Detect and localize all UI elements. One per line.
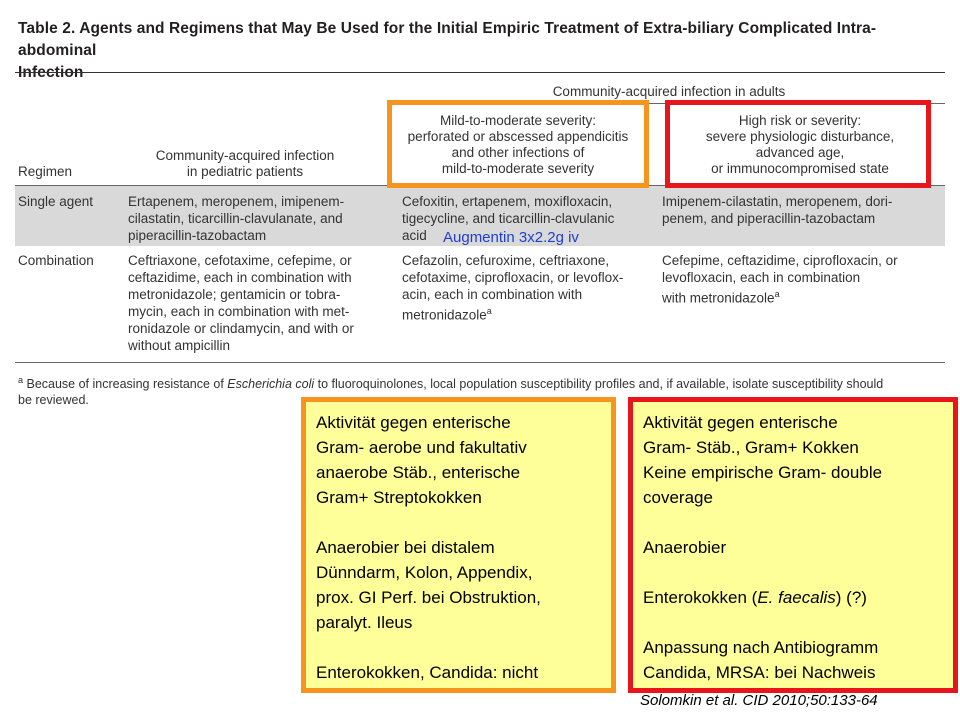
paragraph-gap xyxy=(316,635,601,660)
cell-line: Ceftriaxone, cefotaxime, cefepime, or xyxy=(128,253,352,268)
paragraph-gap xyxy=(643,510,943,535)
cell-line: Cefoxitin, ertapenem, moxifloxacin, xyxy=(402,194,613,209)
box-line: prox. GI Perf. bei Obstruktion, xyxy=(316,588,541,607)
box-text: Enterokokken ( xyxy=(643,588,758,607)
col-header-pediatric-line: Community-acquired infection xyxy=(155,148,335,163)
footnote-marker: a xyxy=(18,375,24,385)
paragraph-gap xyxy=(643,610,943,635)
cell-line: ceftazidime, each in combination with xyxy=(128,270,352,285)
augmentin-annotation: Augmentin 3x2.2g iv xyxy=(443,229,579,246)
table-title-line2: Infection xyxy=(18,64,84,81)
footnote-marker: a xyxy=(774,289,780,299)
cell-single-high xyxy=(662,193,942,227)
table-title xyxy=(18,18,948,84)
col-header-pediatric-line: in pediatric patients xyxy=(186,164,304,179)
cell-line: piperacillin-tazobactam xyxy=(128,228,267,243)
cell-line: ronidazole or clindamycin, and with or xyxy=(128,321,354,336)
mild-severity-highlight-frame xyxy=(387,100,649,188)
cell-combination-high xyxy=(662,252,947,307)
box-line: Anaerobier bei distalem xyxy=(316,538,495,557)
box-line: Keine empirische Gram- double xyxy=(643,463,883,482)
cell-line: mycin, each in combination with met- xyxy=(128,304,350,319)
box-line: Aktivität gegen enterische xyxy=(316,413,511,432)
cell-line xyxy=(662,286,947,307)
right-activity-box xyxy=(628,397,958,693)
paragraph-gap xyxy=(316,510,601,535)
group-header: Community-acquired infection in adults xyxy=(552,84,786,99)
col-header-high-line: or immunocompromised state xyxy=(711,161,889,176)
left-activity-box xyxy=(301,397,616,693)
citation: Solomkin et al. CID 2010;50:133-64 xyxy=(640,692,878,709)
box-line: Candida, MRSA: bei Nachweis xyxy=(643,663,876,682)
cell-line: acin, each in combination with xyxy=(402,287,583,302)
box-line: Anpassung nach Antibiogramm xyxy=(643,638,879,657)
cell-combination-pediatric xyxy=(128,252,393,354)
cell-line-text: with metronidazole xyxy=(662,290,775,306)
box-line: Aktivität gegen enterische xyxy=(643,413,838,432)
col-header-mild-line: mild-to-moderate severity xyxy=(441,161,595,176)
col-header-mild-line: Mild-to-moderate severity: xyxy=(439,113,597,128)
cell-line: without ampicillin xyxy=(128,338,231,353)
cell-line: tigecycline, and ticarcillin-clavulanic xyxy=(402,211,615,226)
box-line: Anaerobier xyxy=(643,538,727,557)
cell-line xyxy=(402,303,652,324)
box-line: anaerobe Stäb., enterische xyxy=(316,463,521,482)
col-header-high-line: advanced age, xyxy=(755,145,845,160)
col-header-mild-line: perforated or abscessed appendicitis xyxy=(407,129,629,144)
cell-line-text: metronidazole xyxy=(402,307,487,323)
cell-line: Imipenem-cilastatin, meropenem, dori- xyxy=(662,194,893,209)
paragraph-gap xyxy=(643,560,943,585)
table-title-line1: Table 2. Agents and Regimens that May Be Used for the Initial Empiric Treatment of Extra-biliary Complicated Intra-abdominal xyxy=(18,20,877,59)
box-line: Enterokokken, Candida: nicht xyxy=(316,663,539,682)
cell-line: levofloxacin, each in combination xyxy=(662,270,861,285)
row-label-combination: Combination xyxy=(18,253,94,268)
cell-combination-mild xyxy=(402,252,652,324)
col-header-high-line: severe physiologic disturbance, xyxy=(705,129,895,144)
cell-line: penem, and piperacillin-tazobactam xyxy=(662,211,876,226)
footnote-italic-organism: Escherichia coli xyxy=(227,377,315,392)
col-header-high-line: High risk or severity: xyxy=(738,113,862,128)
box-line: paralyt. Ileus xyxy=(316,613,413,632)
footnote-line2: be reviewed. xyxy=(18,393,89,408)
box-line: coverage xyxy=(643,488,713,507)
table-bottom-rule xyxy=(15,362,945,363)
cell-line: Cefepime, ceftazidime, ciprofloxacin, or xyxy=(662,253,898,268)
box-italic-organism: E. faecalis xyxy=(757,588,836,607)
cell-line: cefotaxime, ciprofloxacin, or levoflox- xyxy=(402,270,624,285)
box-text: ) (?) xyxy=(835,588,867,607)
box-line: Gram- aerobe und fakultativ xyxy=(316,438,527,457)
box-line: Dünndarm, Kolon, Appendix, xyxy=(316,563,533,582)
cell-line: Ertapenem, meropenem, imipenem- xyxy=(128,194,345,209)
footnote-line1 xyxy=(18,372,943,392)
footnote-text: to fluoroquinolones, local population susceptibility profiles and, if available, isolate susceptibility should xyxy=(314,377,884,392)
col-header-mild-line: and other infections of xyxy=(451,145,585,160)
col-header-pediatric xyxy=(110,148,380,180)
row-label-single-agent: Single agent xyxy=(18,194,94,209)
box-line: Gram- Stäb., Gram+ Kokken xyxy=(643,438,859,457)
footnote-marker: a xyxy=(486,306,492,316)
title-rule xyxy=(15,72,945,73)
cell-line: acid xyxy=(402,228,427,243)
cell-single-pediatric xyxy=(128,193,388,244)
box-line xyxy=(643,585,943,610)
box-line: Gram+ Streptokokken xyxy=(316,488,482,507)
cell-line: metronidazole; gentamicin or tobra- xyxy=(128,287,341,302)
col-header-regimen: Regimen xyxy=(18,164,73,179)
footnote-text: Because of increasing resistance of xyxy=(23,377,228,392)
cell-line: Cefazolin, cefuroxime, ceftriaxone, xyxy=(402,253,610,268)
cell-line: cilastatin, ticarcillin-clavulanate, and xyxy=(128,211,343,226)
high-severity-highlight-frame xyxy=(665,100,931,188)
